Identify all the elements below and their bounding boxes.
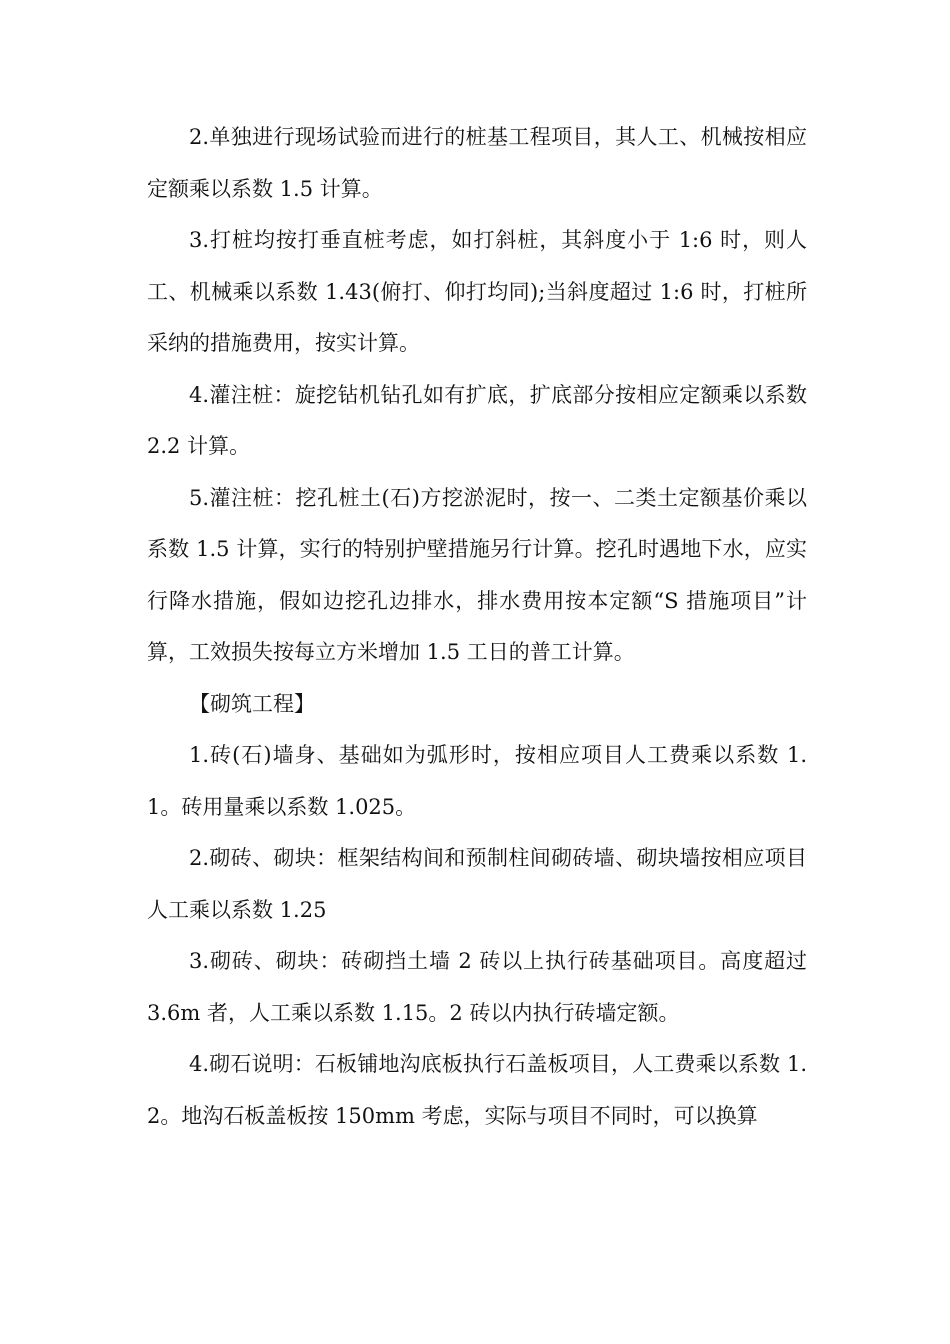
document-body (147, 112, 807, 1142)
paragraph-stone-slab: 4.砌石说明：石板铺地沟底板执行石盖板项目，人工费乘以系数 1.2。地沟石板盖板按 150mm 考虑，实际与项目不同时，可以换算 (147, 1052, 807, 1128)
paragraph-frame-wall: 2.砌砖、砌块：框架结构间和预制柱间砌砖墙、砌块墙按相应项目人工乘以系数 1.25 (147, 846, 807, 922)
paragraph-rotary-drill: 4.灌注桩：旋挖钻机钻孔如有扩底，扩底部分按相应定额乘以系数 2.2 计算。 (147, 382, 807, 458)
paragraph-inclined-pile: 3.打桩均按打垂直桩考虑，如打斜桩，其斜度小于 1:6 时，则人工、机械乘以系数 1.43(俯打、仰打均同);当斜度超过 1:6 时，打桩所采纳的措施费用，按实计算。 (147, 228, 807, 355)
paragraph-pile-test: 2.单独进行现场试验而进行的桩基工程项目，其人工、机械按相应定额乘以系数 1.5 计算。 (147, 125, 807, 201)
section-heading-masonry: 【砌筑工程】 (189, 691, 315, 716)
paragraph-arc-wall: 1.砖(石)墙身、基础如为弧形时，按相应项目人工费乘以系数 1.1。砖用量乘以系数 1.025。 (147, 743, 807, 819)
paragraph-retaining-wall: 3.砌砖、砌块：砖砌挡土墙 2 砖以上执行砖基础项目。高度超过 3.6m 者，人工乘以系数 1.15。2 砖以内执行砖墙定额。 (147, 949, 807, 1025)
paragraph-dug-pile: 5.灌注桩：挖孔桩土(石)方挖淤泥时，按一、二类土定额基价乘以系数 1.5 计算，实行的特别护壁措施另行计算。挖孔时遇地下水，应实行降水措施，假如边挖孔边排水，排水费用按本定额“S 措施项目”计算，工效损失按每立方米增加 1.5 工日的普工计算。 (147, 485, 807, 664)
